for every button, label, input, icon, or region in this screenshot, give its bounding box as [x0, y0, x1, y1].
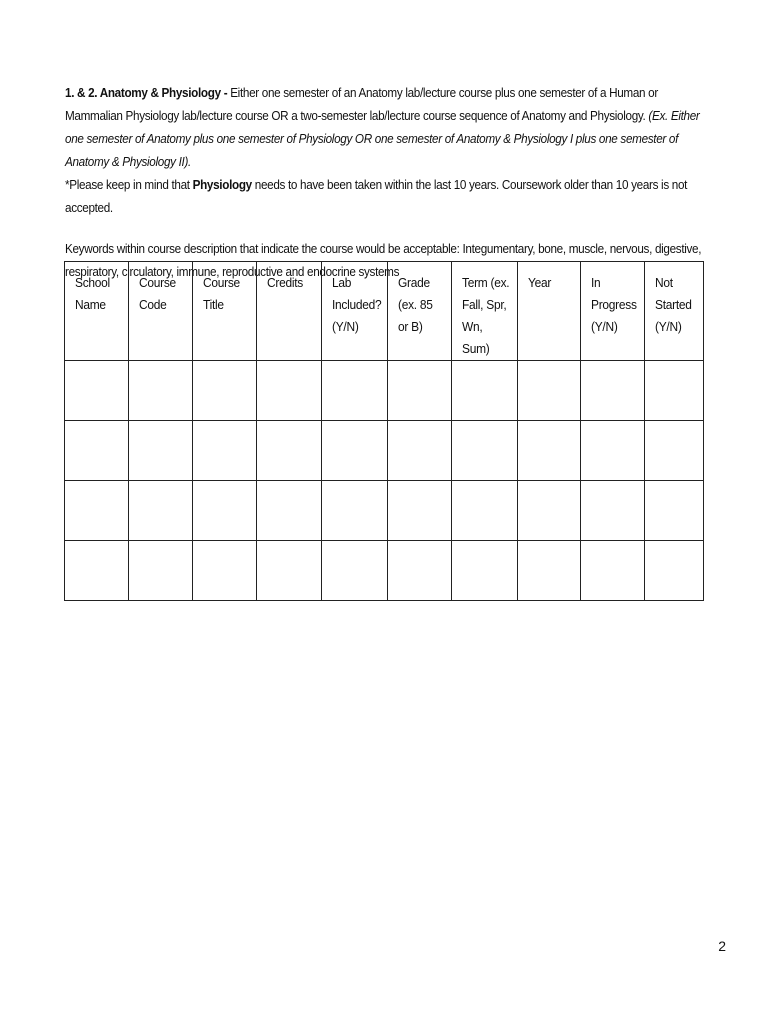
note-suffix: needs to have been taken within the last 10 years. Coursework older than 10 years is not accepted.: [65, 178, 688, 215]
table-cell[interactable]: [322, 421, 388, 481]
requirement-example: (Ex. Either one semester of Anatomy plus one semester of Physiology OR one semester of Anatomy & Physiology I plus one semester of Anatomy & Physiology II).: [65, 109, 700, 169]
header-in-progress: In Progress (Y/N): [581, 262, 645, 361]
course-table: [64, 261, 704, 601]
header-year: Year: [518, 262, 581, 361]
note-prefix: *Please keep in mind that: [65, 178, 193, 192]
header-course-code: Course Code: [129, 262, 193, 361]
table-cell[interactable]: [388, 361, 452, 421]
table-cell[interactable]: [322, 541, 388, 601]
table-row: [65, 421, 704, 481]
table-row: [65, 481, 704, 541]
header-grade: Grade (ex. 85 or B): [388, 262, 452, 361]
page-number: 2: [718, 938, 726, 954]
table-cell[interactable]: [193, 421, 257, 481]
keywords-paragraph: Keywords within course description that indicate the course would be acceptable: Integumentary, bone, muscle, nervous, digestive, respiratory, circulatory, immune, reproductive and endocrine systems: [65, 242, 702, 279]
table-cell[interactable]: [65, 541, 129, 601]
table-cell[interactable]: [645, 481, 704, 541]
header-course-title: Course Title: [193, 262, 257, 361]
table-cell[interactable]: [257, 421, 322, 481]
table-cell[interactable]: [129, 481, 193, 541]
table-cell[interactable]: [129, 421, 193, 481]
header-lab-included: Lab Included? (Y/N): [322, 262, 388, 361]
note-bold: Physiology: [192, 178, 252, 192]
table-cell[interactable]: [581, 361, 645, 421]
table-cell[interactable]: [65, 361, 129, 421]
requirement-heading: 1. & 2. Anatomy & Physiology -: [65, 86, 228, 100]
table-cell[interactable]: [193, 361, 257, 421]
table-cell[interactable]: [65, 481, 129, 541]
table-cell[interactable]: [452, 361, 518, 421]
table-cell[interactable]: [257, 361, 322, 421]
requirement-paragraph: [65, 82, 716, 220]
table-cell[interactable]: [322, 361, 388, 421]
table-cell[interactable]: [388, 421, 452, 481]
header-not-started: Not Started (Y/N): [645, 262, 704, 361]
header-term: Term (ex. Fall, Spr, Wn, Sum): [452, 262, 518, 361]
table-row: [65, 541, 704, 601]
table-cell[interactable]: [645, 421, 704, 481]
table-cell[interactable]: [193, 481, 257, 541]
table-cell[interactable]: [581, 541, 645, 601]
table-cell[interactable]: [388, 541, 452, 601]
table-cell[interactable]: [518, 361, 581, 421]
table-cell[interactable]: [322, 481, 388, 541]
header-school-name: School Name: [65, 262, 129, 361]
table-cell[interactable]: [193, 541, 257, 601]
table-header-row: [65, 262, 704, 361]
table-row: [65, 361, 704, 421]
table-cell[interactable]: [65, 421, 129, 481]
page-content: [65, 82, 715, 284]
table-cell[interactable]: [518, 421, 581, 481]
table-cell[interactable]: [518, 541, 581, 601]
table-cell[interactable]: [129, 361, 193, 421]
table-cell[interactable]: [452, 421, 518, 481]
table-cell[interactable]: [518, 481, 581, 541]
table-cell[interactable]: [452, 481, 518, 541]
table-cell[interactable]: [388, 481, 452, 541]
table-cell[interactable]: [645, 541, 704, 601]
requirement-text: Either one semester of an Anatomy lab/lecture course plus one semester of a Human or Mammalian Physiology lab/lecture course OR a two-semester lab/lecture course sequence of Anatomy and Physiology.: [65, 86, 658, 123]
header-credits: Credits: [257, 262, 322, 361]
table-cell[interactable]: [257, 481, 322, 541]
table-cell[interactable]: [645, 361, 704, 421]
table-cell[interactable]: [452, 541, 518, 601]
table-cell[interactable]: [257, 541, 322, 601]
table-cell[interactable]: [581, 481, 645, 541]
table-cell[interactable]: [581, 421, 645, 481]
table-cell[interactable]: [129, 541, 193, 601]
